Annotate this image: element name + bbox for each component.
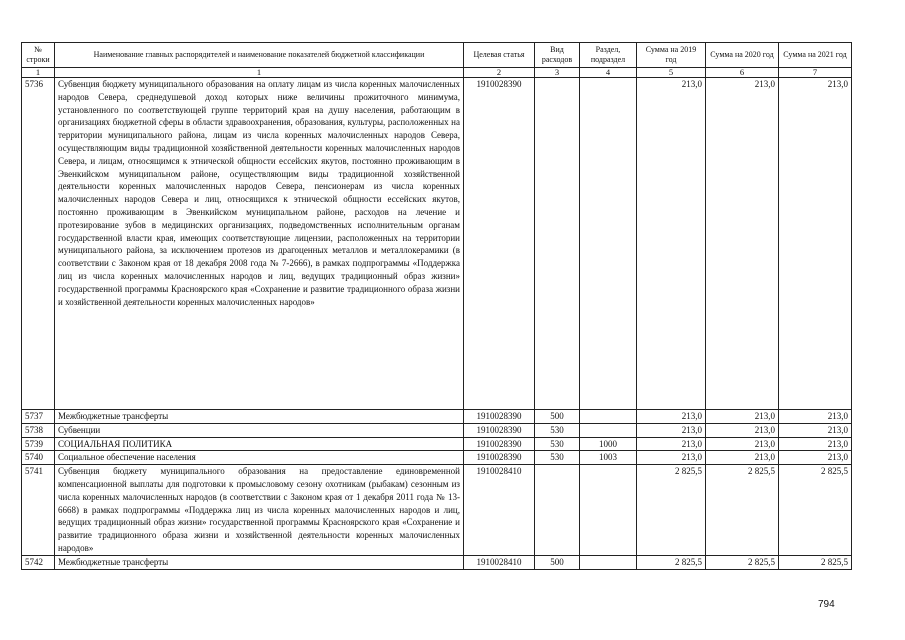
row-sum-2019: 213,0 bbox=[637, 437, 706, 451]
row-sum-2021: 213,0 bbox=[779, 78, 852, 410]
column-number: 5 bbox=[637, 68, 706, 78]
row-expense-type bbox=[535, 78, 580, 410]
table-row bbox=[22, 78, 852, 410]
column-number: 3 bbox=[535, 68, 580, 78]
row-sum-2021: 213,0 bbox=[779, 423, 852, 437]
row-section bbox=[580, 465, 637, 556]
budget-table bbox=[21, 42, 852, 570]
row-sum-2019: 213,0 bbox=[637, 423, 706, 437]
column-number: 1 bbox=[22, 68, 55, 78]
row-sum-2021: 2 825,5 bbox=[779, 465, 852, 556]
row-sum-2021: 213,0 bbox=[779, 410, 852, 424]
row-number: 5737 bbox=[22, 410, 55, 424]
row-sum-2021: 213,0 bbox=[779, 451, 852, 465]
row-sum-2019: 2 825,5 bbox=[637, 465, 706, 556]
header-row bbox=[22, 43, 852, 68]
table-row bbox=[22, 437, 852, 451]
header-expense-type: Вид расходов bbox=[535, 43, 580, 68]
row-sum-2021: 213,0 bbox=[779, 437, 852, 451]
column-number: 1 bbox=[55, 68, 464, 78]
row-name: Межбюджетные трансферты bbox=[55, 555, 464, 569]
row-name: Социальное обеспечение населения bbox=[55, 451, 464, 465]
row-number: 5741 bbox=[22, 465, 55, 556]
row-name: Субвенция бюджету муниципального образования на оплату лицам из числа коренных малочисленных народов Севера, среднедушевой доход которых ниже величины прожиточного минимума, установленного по соответствующей группе территорий края на душу населения, работающим в организациях бюджетной сферы в области здравоохранения, образования, культуры, расположенных на территории муниципального района, лицам из числа коренных малочисленных народов Севера, осуществляющим виды традиционной хозяйственной деятельности коренных малочисленных народов Севера, и лицам, относящимся к этнической общности ессейских якутов, постоянно проживающим в Эвенкийском муниципальном районе, осуществляющим виды традиционной хозяйственной деятельности коренных малочисленных народов Севера, пенсионерам из числа коренных малочисленных народов Севера и лиц, относящихся к этнической общности ессейских якутов, постоянно проживающим в Эвенкийском муниципальном районе, расходов на лечение и протезирование зубов в медицинских организациях, подведомственных исполнительным органам государственной власти края, имеющих соответствующие лицензии, расположенных на территории муниципального района, за исключением протезов из драгоценных металлов и металлокерамики (в соответствии с Законом края от 18 декабря 2008 года № 7-2666), в рамках подпрограммы «Поддержка лиц из числа коренных малочисленных народов и лиц, ведущих традиционный образ жизни» государственной программы Красноярского края «Сохранение и развитие традиционного образа жизни и хозяйственной деятельности коренных малочисленных народов» bbox=[55, 78, 464, 410]
row-section bbox=[580, 423, 637, 437]
row-section: 1000 bbox=[580, 437, 637, 451]
column-number: 7 bbox=[779, 68, 852, 78]
row-sum-2020: 213,0 bbox=[706, 451, 779, 465]
header-row-no: № строки bbox=[22, 43, 55, 68]
row-section bbox=[580, 555, 637, 569]
table-row bbox=[22, 451, 852, 465]
row-number: 5736 bbox=[22, 78, 55, 410]
header-target-article: Целевая статья bbox=[464, 43, 535, 68]
row-sum-2020: 2 825,5 bbox=[706, 465, 779, 556]
table-row bbox=[22, 465, 852, 556]
row-sum-2019: 213,0 bbox=[637, 78, 706, 410]
row-expense-type bbox=[535, 465, 580, 556]
row-target-article: 1910028410 bbox=[464, 465, 535, 556]
row-name: Межбюджетные трансферты bbox=[55, 410, 464, 424]
row-target-article: 1910028390 bbox=[464, 410, 535, 424]
row-sum-2019: 213,0 bbox=[637, 451, 706, 465]
table-row bbox=[22, 410, 852, 424]
row-sum-2019: 2 825,5 bbox=[637, 555, 706, 569]
row-sum-2020: 2 825,5 bbox=[706, 555, 779, 569]
row-sum-2021: 2 825,5 bbox=[779, 555, 852, 569]
row-target-article: 1910028410 bbox=[464, 555, 535, 569]
row-target-article: 1910028390 bbox=[464, 78, 535, 410]
row-sum-2020: 213,0 bbox=[706, 423, 779, 437]
header-name: Наименование главных распорядителей и наименование показателей бюджетной классификации bbox=[55, 43, 464, 68]
row-sum-2020: 213,0 bbox=[706, 410, 779, 424]
row-number: 5740 bbox=[22, 451, 55, 465]
row-expense-type: 530 bbox=[535, 437, 580, 451]
row-expense-type: 530 bbox=[535, 423, 580, 437]
row-number: 5742 bbox=[22, 555, 55, 569]
column-number: 4 bbox=[580, 68, 637, 78]
row-section: 1003 bbox=[580, 451, 637, 465]
row-name: Субвенция бюджету муниципального образования на предоставление единовременной компенсационной выплаты для подготовки к промысловому сезону охотникам (рыбакам) сезонным из числа коренных малочисленных народов (в соответствии с Законом края от 1 декабря 2011 года № 13-6668) в рамках подпрограммы «Поддержка лиц из числа коренных малочисленных народов и лиц, ведущих традиционный образ жизни» государственной программы Красноярского края «Сохранение и развитие традиционного образа жизни и хозяйственной деятельности коренных малочисленных народов» bbox=[55, 465, 464, 556]
table-row bbox=[22, 555, 852, 569]
row-expense-type: 500 bbox=[535, 555, 580, 569]
row-target-article: 1910028390 bbox=[464, 451, 535, 465]
row-target-article: 1910028390 bbox=[464, 437, 535, 451]
column-number: 2 bbox=[464, 68, 535, 78]
column-number-row bbox=[22, 68, 852, 78]
row-name: Субвенции bbox=[55, 423, 464, 437]
row-expense-type: 500 bbox=[535, 410, 580, 424]
row-number: 5738 bbox=[22, 423, 55, 437]
row-expense-type: 530 bbox=[535, 451, 580, 465]
row-sum-2019: 213,0 bbox=[637, 410, 706, 424]
header-section: Раздел, подраздел bbox=[580, 43, 637, 68]
header-sum-2019: Сумма на 2019 год bbox=[637, 43, 706, 68]
row-sum-2020: 213,0 bbox=[706, 78, 779, 410]
row-name: СОЦИАЛЬНАЯ ПОЛИТИКА bbox=[55, 437, 464, 451]
row-target-article: 1910028390 bbox=[464, 423, 535, 437]
row-sum-2020: 213,0 bbox=[706, 437, 779, 451]
page-number: 794 bbox=[818, 599, 835, 610]
column-number: 6 bbox=[706, 68, 779, 78]
table-row bbox=[22, 423, 852, 437]
row-section bbox=[580, 410, 637, 424]
row-section bbox=[580, 78, 637, 410]
header-sum-2020: Сумма на 2020 год bbox=[706, 43, 779, 68]
header-sum-2021: Сумма на 2021 год bbox=[779, 43, 852, 68]
row-number: 5739 bbox=[22, 437, 55, 451]
